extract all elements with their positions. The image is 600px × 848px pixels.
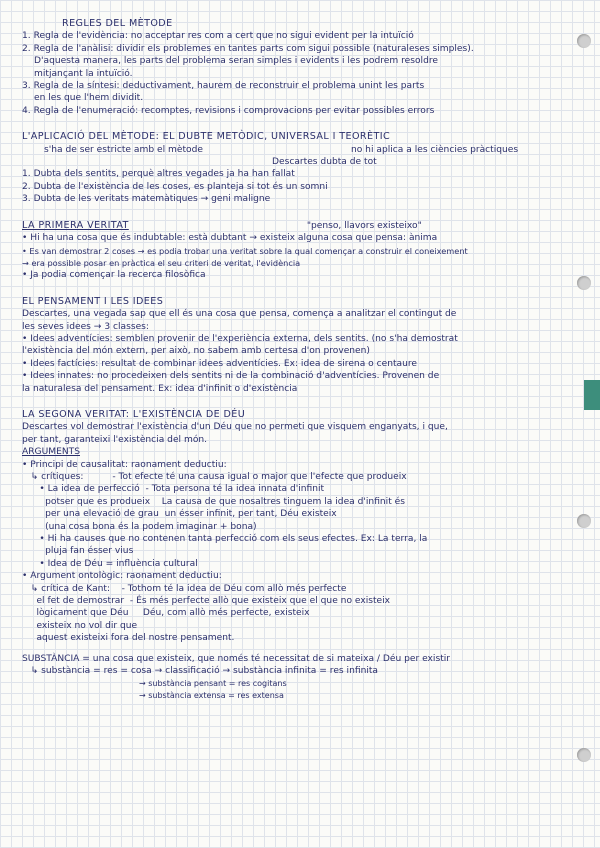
rule-line: en les que l'hem dividit.	[34, 93, 144, 104]
god-line: • Argument ontològic: raonament deductiu:	[22, 571, 222, 582]
substance-line: → substància pensant = res cogitans	[22, 678, 287, 688]
section-title-rules: REGLES DEL MÈTODE	[62, 18, 173, 29]
god-line: ↳ crítica de Kant: - Tothom té la idea de Déu com allò més perfecte	[22, 583, 347, 594]
god-line: (una cosa bona és la podem imaginar + bona)	[22, 521, 257, 532]
god-line: potser que es produeix La causa de que nosaltres tinguem la idea d'infinit és	[22, 496, 405, 507]
binder-hole-top	[577, 34, 591, 48]
god-line: el fet de demostrar - És més perfecte allò que existeix que el que no existeix	[22, 596, 391, 607]
doubt-line: 1. Dubta dels sentits, perquè altres vegades ja ha han fallat	[22, 169, 295, 180]
god-line: • Hi ha causes que no contenen tanta perfecció com els seus efectes. Ex: La terra, la	[22, 534, 428, 545]
arguments-heading: ARGUMENTS	[22, 447, 80, 458]
notes-page	[22, 18, 562, 702]
god-line: • Idea de Déu = influència cultural	[22, 558, 198, 569]
ideas-line: • Idees factícies: resultat de combinar idees adventícies. Ex: idea de sirena o centaure	[22, 358, 418, 369]
ideas-line: • Idees innates: no procedeixen dels sentits ni de la combinació d'adventícies. Provenen de	[22, 371, 440, 382]
first-truth-line: → era possible posar en pràctica el seu criteri de veritat, l'evidència	[22, 257, 301, 268]
section-title-first-truth: LA PRIMERA VERITAT	[22, 219, 129, 231]
rule-line: D'aquesta manera, les parts del problema seran simples i evidents i les podrem resoldre	[34, 56, 438, 67]
doubt-line: 2. Dubta de l'existència de les coses, es planteja si tot és un somni	[22, 181, 328, 192]
god-line: aquest existeixi fora del nostre pensament.	[22, 633, 235, 644]
god-line: • Principi de causalitat: raonament deductiu:	[22, 459, 227, 470]
cogito-quote: "penso, llavors existeixo"	[306, 220, 422, 231]
ideas-line: les seves idees → 3 classes:	[22, 321, 149, 332]
rule-line: 3. Regla de la síntesi: deductivament, haurem de reconstruir el problema unint les parts	[22, 81, 425, 92]
ideas-line: • Idees adventícies: semblen provenir de l'experiència externa, dels sentits. (no s'ha demostrat	[22, 333, 458, 344]
rule-line: mitjançant la intuïció.	[34, 68, 133, 79]
god-line: existeix no vol dir que	[22, 620, 138, 631]
section-title-method: L'APLICACIÓ DEL MÈTODE: EL DUBTE METÒDIC, UNIVERSAL I TEORÈTIC	[22, 131, 391, 143]
method-note: no hi aplica a les ciències pràctiques	[350, 144, 519, 155]
binder-hole-upper-middle	[577, 276, 591, 290]
method-note: Descartes dubta de tot	[272, 157, 377, 168]
god-line: per tant, garanteixi l'existència del món.	[22, 434, 208, 445]
rule-line: 4. Regla de l'enumeració: recomptes, revisions i comprovacions per evitar possibles errors	[22, 105, 435, 116]
god-line: pluja fan ésser vius	[22, 546, 134, 557]
first-truth-line: • Hi ha una cosa que és indubtable: està dubtant → existeix alguna cosa que pensa: ànima	[22, 233, 438, 244]
rule-line: 2. Regla de l'anàlisi: dividir els problemes en tantes parts com sigui possible (naturaleses simples).	[22, 43, 474, 54]
section-title-second-truth: LA SEGONA VERITAT: L'EXISTÈNCIA DE DÉU	[22, 408, 246, 420]
ideas-line: la naturalesa del pensament. Ex: idea d'infinit o d'existència	[22, 383, 298, 394]
substance-line: → substància extensa = res extensa	[22, 690, 284, 700]
section-title-ideas: EL PENSAMENT I LES IDEES	[22, 295, 164, 307]
rule-line: 1. Regla de l'evidència: no acceptar res com a cert que no sigui evident per la intuïció	[22, 31, 414, 42]
method-note: s'ha de ser estricte amb el mètode	[44, 144, 203, 155]
first-truth-line: • Ja podia començar la recerca filosòfica	[22, 270, 206, 281]
ideas-line: l'existència del món extern, per això, no sabem amb certesa d'on provenen)	[22, 346, 370, 357]
doubt-line: 3. Dubta de les veritats matemàtiques → geni maligne	[22, 194, 271, 205]
god-line: per una elevació de grau un ésser infinit, per tant, Déu existeix	[22, 509, 337, 520]
notebook-tab	[584, 380, 600, 410]
god-line: lògicament que Déu Déu, com allò més perfecte, existeix	[22, 608, 310, 619]
ideas-line: Descartes, una vegada sap que ell és una cosa que pensa, comença a analitzar el contingut de	[22, 309, 457, 320]
substance-line: SUBSTÀNCIA = una cosa que existeix, que només té necessitat de si mateixa / Déu per existir	[22, 653, 451, 664]
god-line: • La idea de perfecció - Tota persona té la idea innata d'infinit	[22, 484, 325, 495]
god-line: ↳ crítiques: - Tot efecte té una causa igual o major que l'efecte que produeix	[22, 472, 407, 482]
substance-line: ↳ substància = res = cosa → classificació → substància infinita = res infinita	[22, 666, 378, 677]
god-line: Descartes vol demostrar l'existència d'un Déu que no permeti que visquem enganyats, i que,	[22, 422, 448, 433]
first-truth-line: • Es van demostrar 2 coses → es podia trobar una veritat sobre la qual començar a construir el coneixement	[22, 245, 468, 256]
binder-hole-lower-middle	[577, 514, 591, 528]
binder-hole-bottom	[577, 748, 591, 762]
